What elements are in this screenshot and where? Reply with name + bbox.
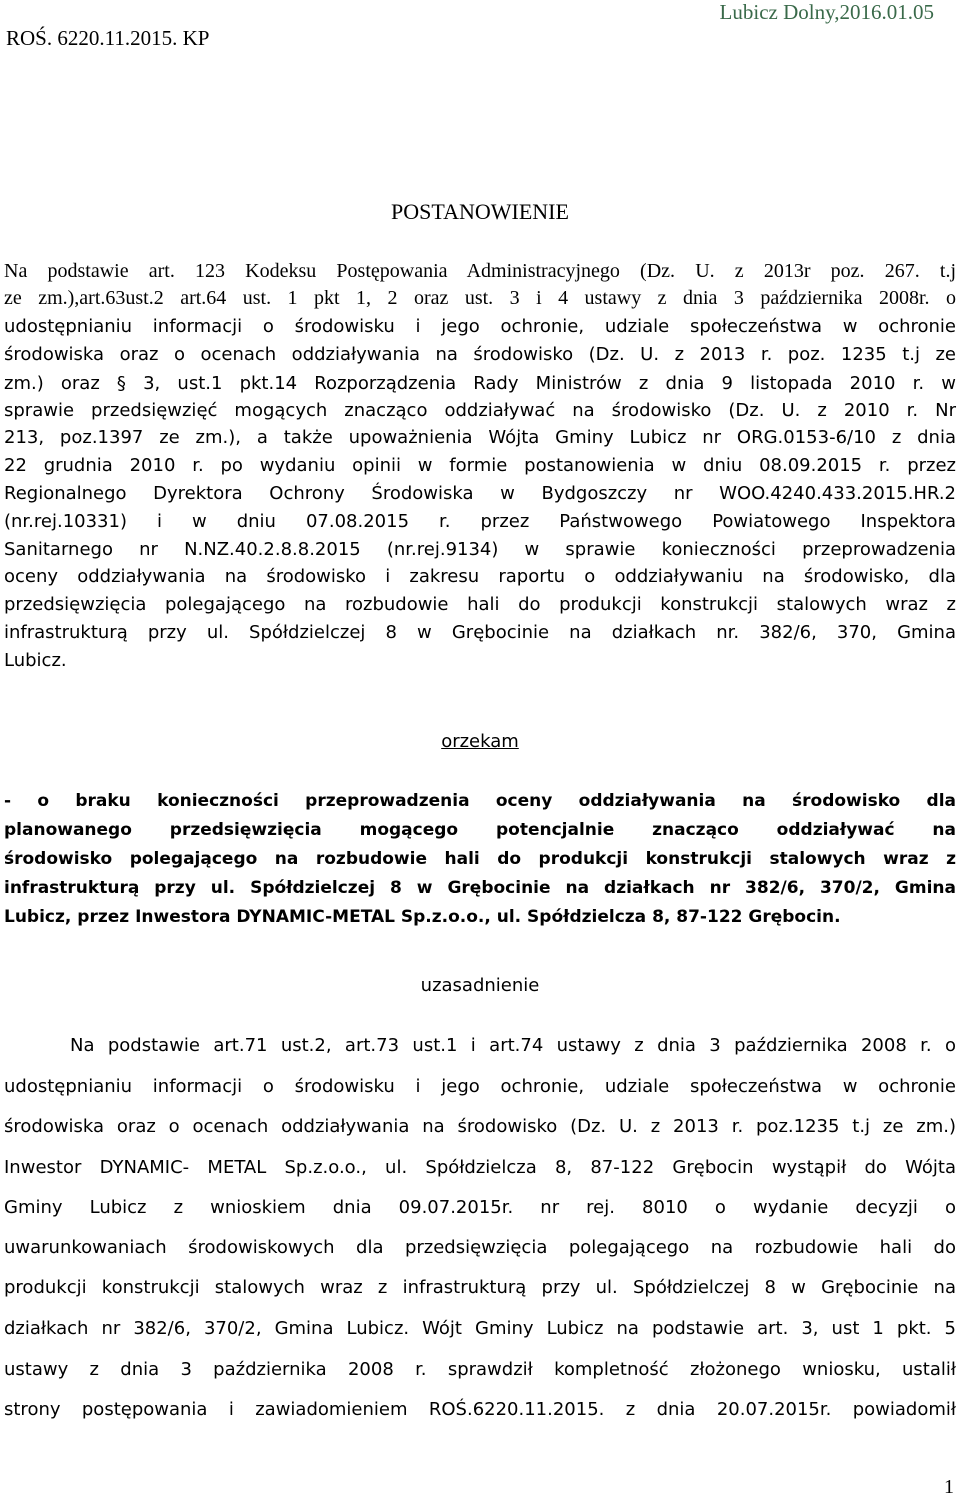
intro-line: Na podstawie art. 123 Kodeksu Postępowania Administracyjnego (Dz. U. z 2013r poz. 267. t.j <box>4 260 956 282</box>
justification-line: uwarunkowaniach środowiskowych dla przedsięwzięcia polegającego na rozbudowie hali do <box>4 1237 956 1258</box>
intro-line: 22 grudnia 2010 r. po wydaniu opinii w formie postanowienia w dniu 08.09.2015 r. przez <box>4 455 956 476</box>
intro-line: przedsięwzięcia polegającego na rozbudowie hali do produkcji konstrukcji stalowych wraz z <box>4 594 956 615</box>
intro-line: ze zm.),art.63ust.2 art.64 ust. 1 pkt 1, 2 oraz ust. 3 i 4 ustawy z dnia 3 października 2008r. o <box>4 287 956 309</box>
justification-line: Gminy Lubicz z wnioskiem dnia 09.07.2015r. nr rej. 8010 o wydanie decyzji o <box>4 1197 956 1218</box>
intro-line: infrastrukturą przy ul. Spółdzielczej 8 w Grębocinie na działkach nr. 382/6, 370, Gmina <box>4 622 956 643</box>
justification-line: Inwestor DYNAMIC- METAL Sp.z.o.o., ul. Spółdzielcza 8, 87-122 Grębocin wystąpił do Wójta <box>4 1157 956 1178</box>
justification-line: udostępnianiu informacji o środowisku i jego ochronie, udziale społeczeństwa w ochronie <box>4 1076 956 1097</box>
justification-line: środowiska oraz o ocenach oddziaływania na środowisko (Dz. U. z 2013 r. poz.1235 t.j ze zm.) <box>4 1116 956 1137</box>
decision-line: Lubicz, przez Inwestora DYNAMIC-METAL Sp.z.o.o., ul. Spółdzielcza 8, 87-122 Grębocin. <box>4 907 841 927</box>
decision-line: - o braku konieczności przeprowadzenia oceny oddziaływania na środowisko dla <box>4 791 956 811</box>
justification-line: Na podstawie art.71 ust.2, art.73 ust.1 i art.74 ustawy z dnia 3 października 2008 r. o <box>70 1035 956 1056</box>
place-and-date: Lubicz Dolny,2016.01.05 <box>719 0 934 24</box>
justification-line: produkcji konstrukcji stalowych wraz z infrastrukturą przy ul. Spółdzielczej 8 w Grębocinie na <box>4 1277 956 1298</box>
decision-line: infrastrukturą przy ul. Spółdzielczej 8 w Grębocinie na działkach nr 382/6, 370/2, Gmina <box>4 878 956 898</box>
justification-line: ustawy z dnia 3 października 2008 r. sprawdził kompletność złożonego wniosku, ustalił <box>4 1359 956 1380</box>
intro-line: Sanitarnego nr N.NZ.40.2.8.8.2015 (nr.rej.9134) w sprawie konieczności przeprowadzenia <box>4 539 956 560</box>
intro-line: zm.) oraz § 3, ust.1 pkt.14 Rozporządzenia Rady Ministrów z dnia 9 listopada 2010 r. w <box>4 373 956 394</box>
decision-line: środowisko polegającego na rozbudowie hali do produkcji konstrukcji stalowych wraz z <box>4 849 956 869</box>
case-reference: ROŚ. 6220.11.2015. KP <box>6 26 210 50</box>
page-number: 1 <box>944 1476 954 1498</box>
intro-line: Lubicz. <box>4 650 67 671</box>
justification-line: działkach nr 382/6, 370/2, Gmina Lubicz. Wójt Gminy Lubicz na podstawie art. 3, ust 1 pkt. 5 <box>4 1318 956 1339</box>
intro-line: środowiska oraz o ocenach oddziaływania na środowisko (Dz. U. z 2013 r. poz. 1235 t.j ze <box>4 344 956 365</box>
document-title: POSTANOWIENIE <box>391 199 569 224</box>
intro-line: oceny oddziaływania na środowisko i zakresu raportu o oddziaływaniu na środowisko, dla <box>4 566 956 587</box>
intro-line: Regionalnego Dyrektora Ochrony Środowiska w Bydgoszczy nr WOO.4240.433.2015.HR.2 <box>4 483 956 504</box>
intro-line: sprawie przedsięwzięć mogących znacząco oddziaływać na środowisko (Dz. U. z 2010 r. Nr <box>4 400 956 421</box>
decision-heading: orzekam <box>441 731 519 752</box>
decision-line: planowanego przedsięwzięcia mogącego potencjalnie znacząco oddziaływać na <box>4 820 956 840</box>
intro-line: 213, poz.1397 ze zm.), a także upoważnienia Wójta Gminy Lubicz nr ORG.0153-6/10 z dnia <box>4 427 956 448</box>
justification-line: strony postępowania i zawiadomieniem ROŚ.6220.11.2015. z dnia 20.07.2015r. powiadomił <box>4 1399 956 1420</box>
intro-line: (nr.rej.10331) i w dniu 07.08.2015 r. przez Państwowego Powiatowego Inspektora <box>4 511 956 532</box>
intro-line: udostępnianiu informacji o środowisku i jego ochronie, udziale społeczeństwa w ochronie <box>4 316 956 337</box>
justification-heading: uzasadnienie <box>420 975 540 996</box>
